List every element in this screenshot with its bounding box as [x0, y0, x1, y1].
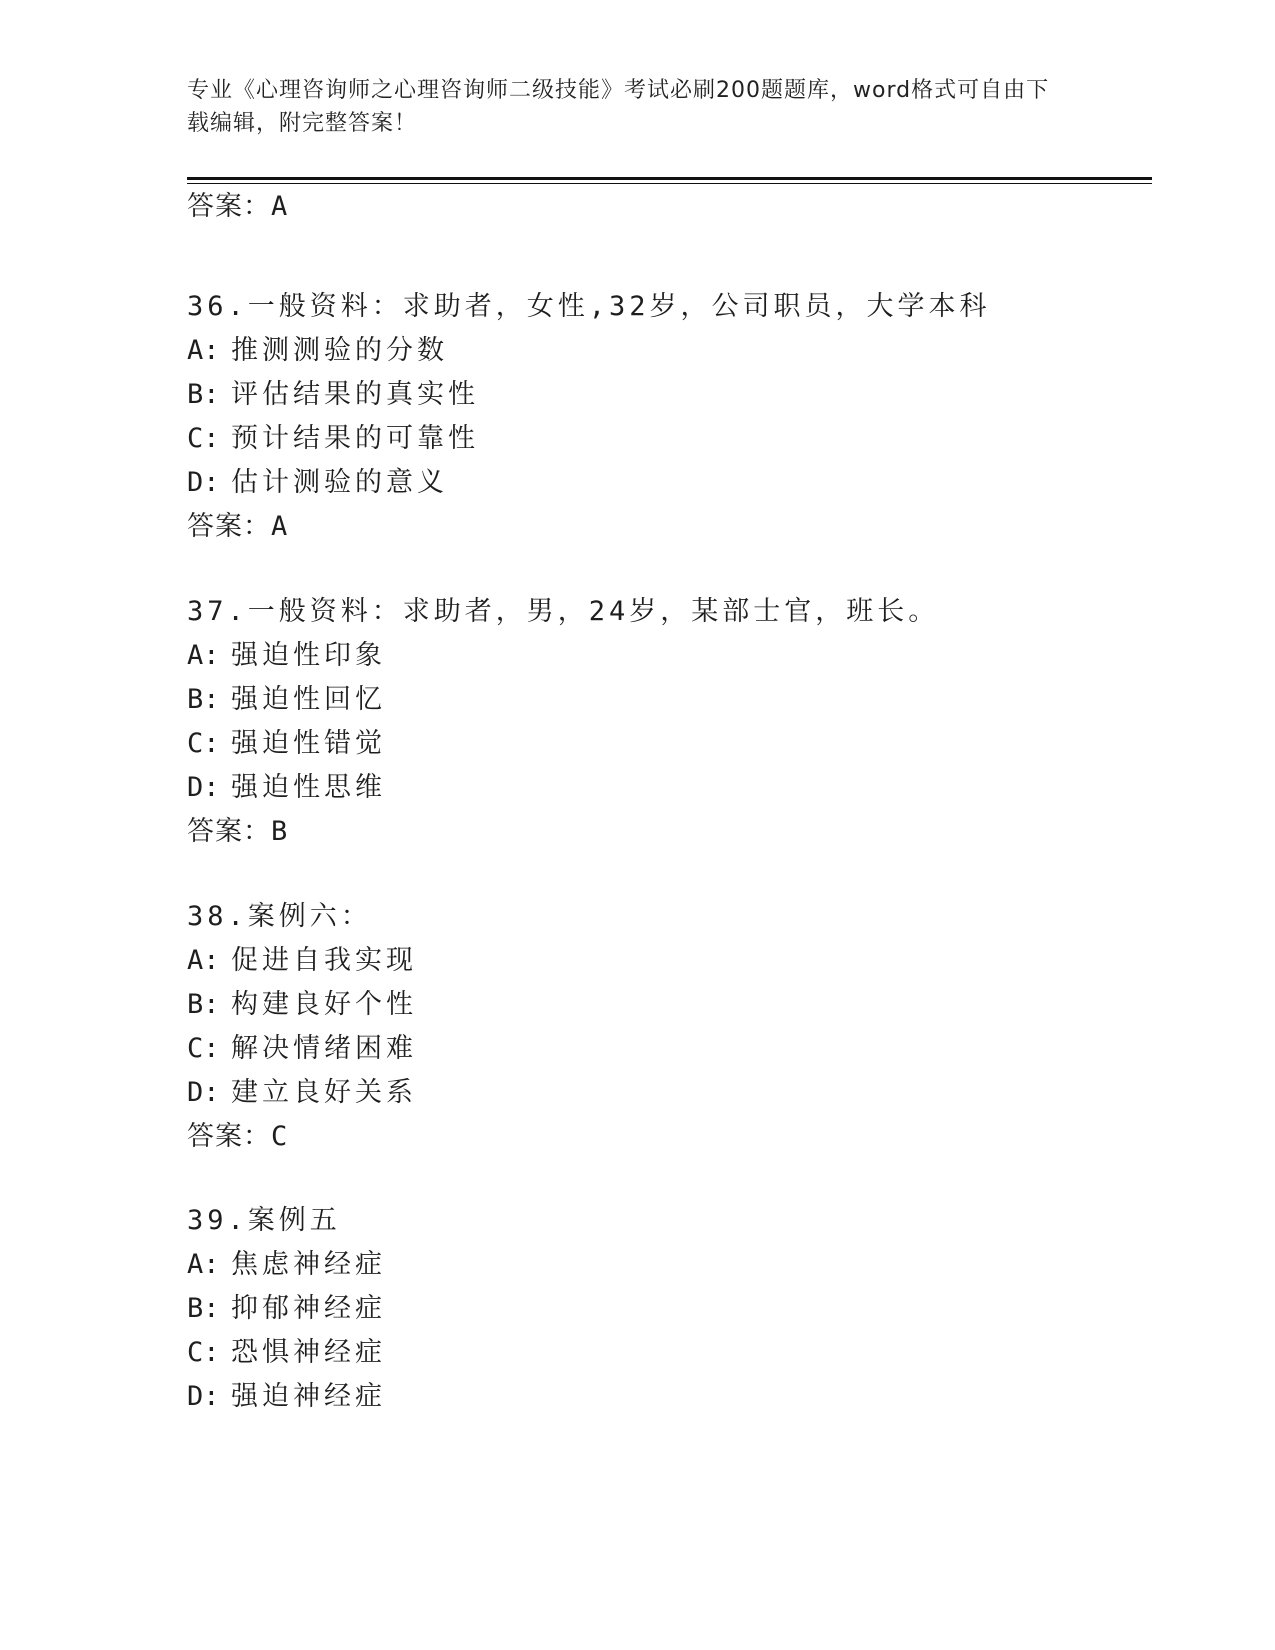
answer-value: A	[271, 511, 289, 542]
option-text: 预计结果的可靠性	[231, 423, 479, 454]
option-letter: D:	[187, 1381, 220, 1412]
answer-value: C	[271, 1121, 289, 1152]
option-row	[187, 1336, 386, 1370]
answer-line	[187, 1120, 288, 1154]
option-text: 推测测验的分数	[231, 335, 448, 366]
option-letter: C:	[187, 423, 220, 454]
option-row	[187, 988, 417, 1022]
answer-label: 答案：	[187, 511, 271, 542]
option-text: 解决情绪困难	[231, 1033, 417, 1064]
option-row	[187, 1380, 386, 1414]
option-row	[187, 1292, 386, 1326]
option-letter: B:	[187, 989, 220, 1020]
option-row	[187, 1076, 417, 1110]
option-letter: B:	[187, 379, 220, 410]
option-text: 强迫性错觉	[231, 728, 386, 759]
option-row	[187, 639, 386, 673]
option-text: 抑郁神经症	[231, 1293, 386, 1324]
option-row	[187, 378, 479, 412]
option-letter: C:	[187, 1033, 220, 1064]
option-text: 强迫性回忆	[231, 684, 386, 715]
option-letter: A:	[187, 1249, 220, 1280]
option-text: 焦虑神经症	[231, 1249, 386, 1280]
option-text: 建立良好关系	[231, 1077, 417, 1108]
option-row	[187, 727, 386, 761]
option-row	[187, 334, 448, 368]
header-divider-thin	[187, 183, 1152, 184]
document-header: 专业《心理咨询师之心理咨询师二级技能》考试必刷200题题库，word格式可自由下载编辑，附完整答案！	[187, 78, 1050, 136]
option-letter: B:	[187, 1293, 220, 1324]
option-row	[187, 422, 479, 456]
option-row	[187, 771, 386, 805]
option-row	[187, 466, 448, 500]
option-row	[187, 1248, 386, 1282]
option-text: 构建良好个性	[231, 989, 417, 1020]
option-text: 强迫神经症	[231, 1381, 386, 1412]
question-stem: 37.一般资料：求助者，男，24岁，某部士官，班长。	[187, 596, 940, 627]
option-text: 估计测验的意义	[231, 467, 448, 498]
option-text: 强迫性思维	[231, 772, 386, 803]
option-text: 强迫性印象	[231, 640, 386, 671]
answer-line	[187, 190, 288, 224]
option-letter: A:	[187, 945, 220, 976]
option-letter: A:	[187, 335, 220, 366]
option-row	[187, 683, 386, 717]
answer-label: 答案：	[187, 191, 271, 222]
option-letter: D:	[187, 772, 220, 803]
answer-value: A	[271, 191, 289, 222]
question-stem: 36.一般资料：求助者，女性,32岁，公司职员，大学本科	[187, 291, 991, 322]
option-letter: B:	[187, 684, 220, 715]
option-text: 评估结果的真实性	[231, 379, 479, 410]
answer-value: B	[271, 816, 289, 847]
header-divider-thick	[187, 177, 1152, 180]
option-text: 促进自我实现	[231, 945, 417, 976]
option-letter: A:	[187, 640, 220, 671]
answer-label: 答案：	[187, 816, 271, 847]
option-row	[187, 944, 417, 978]
option-letter: D:	[187, 1077, 220, 1108]
answer-line	[187, 510, 288, 544]
option-row	[187, 1032, 417, 1066]
option-letter: C:	[187, 728, 220, 759]
option-letter: C:	[187, 1337, 220, 1368]
question-stem: 38.案例六：	[187, 901, 372, 932]
option-letter: D:	[187, 467, 220, 498]
question-stem: 39.案例五	[187, 1205, 341, 1236]
answer-line	[187, 815, 288, 849]
option-text: 恐惧神经症	[231, 1337, 386, 1368]
answer-label: 答案：	[187, 1121, 271, 1152]
